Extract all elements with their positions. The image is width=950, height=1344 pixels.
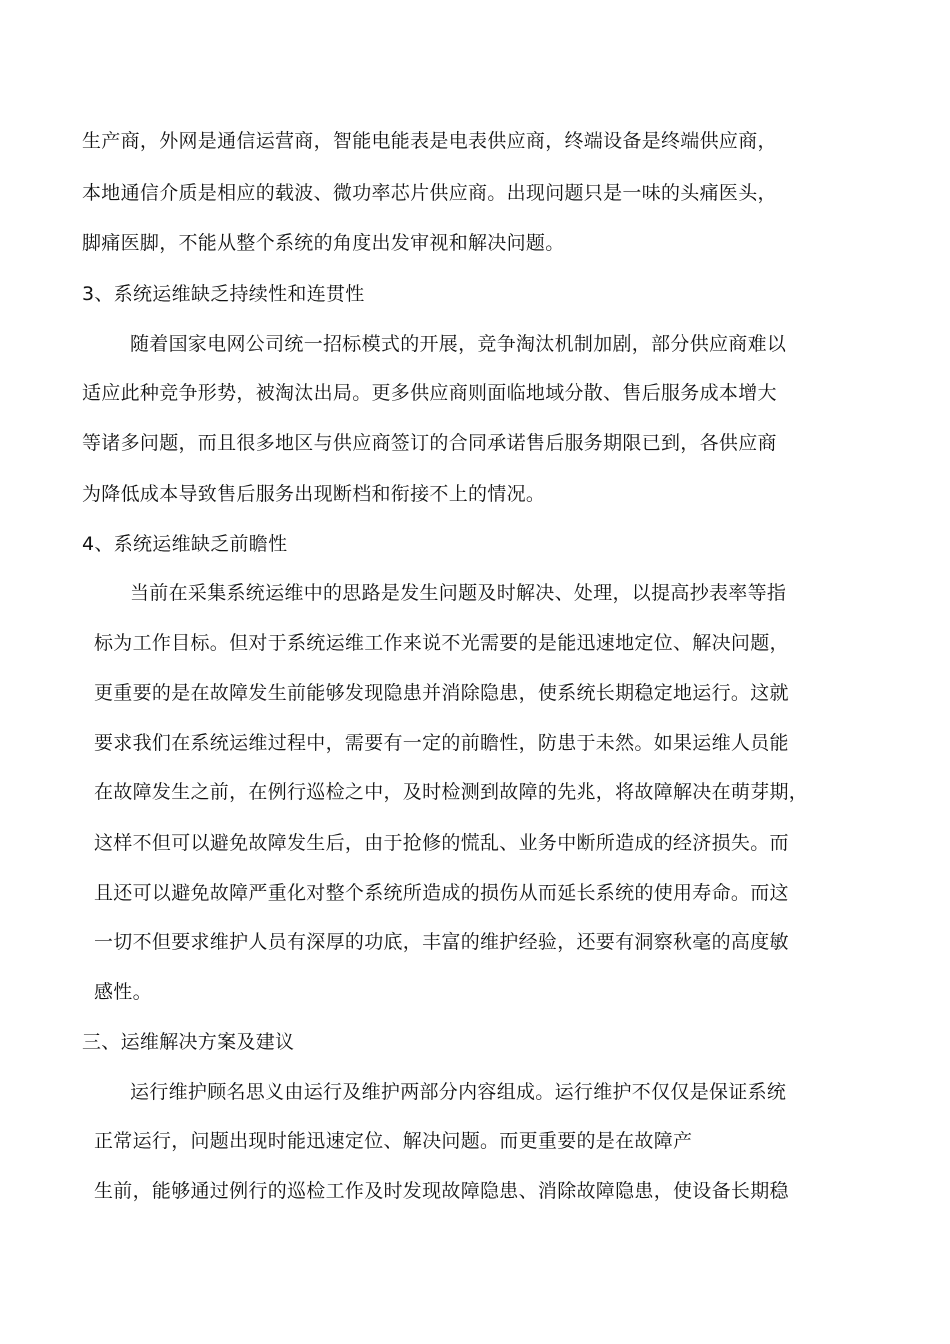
text-line: 感性。 bbox=[94, 981, 152, 1003]
text-line: 要求我们在系统运维过程中，需要有一定的前瞻性，防患于未然。如果运维人员能 bbox=[94, 732, 789, 754]
section-heading: 3、系统运维缺乏持续性和连贯性 bbox=[82, 283, 365, 305]
text-line: 运行维护顾名思义由运行及维护两部分内容组成。运行维护不仅仅是保证系统 bbox=[130, 1081, 787, 1103]
text-line: 等诸多问题，而且很多地区与供应商签订的合同承诺售后服务期限已到，各供应商 bbox=[82, 432, 777, 454]
text-line: 随着国家电网公司统一招标模式的开展，竞争淘汰机制加剧，部分供应商难以 bbox=[130, 333, 787, 355]
text-line: 标为工作目标。但对于系统运维工作来说不光需要的是能迅速地定位、解决问题， bbox=[94, 632, 789, 654]
text-line: 这样不但可以避免故障发生后，由于抢修的慌乱、业务中断所造成的经济损失。而 bbox=[94, 832, 789, 854]
text-line: 正常运行，问题出现时能迅速定位、解决问题。而更重要的是在故障产 bbox=[94, 1130, 693, 1152]
text-line: 更重要的是在故障发生前能够发现隐患并消除隐患，使系统长期稳定地运行。这就 bbox=[94, 682, 789, 704]
text-line: 本地通信介质是相应的载波、微功率芯片供应商。出现问题只是一味的头痛医头， bbox=[82, 182, 777, 204]
section-heading: 三、运维解决方案及建议 bbox=[82, 1031, 295, 1053]
text-line: 一切不但要求维护人员有深厚的功底，丰富的维护经验，还要有洞察秋毫的高度敏 bbox=[94, 931, 789, 953]
text-line: 当前在采集系统运维中的思路是发生问题及时解决、处理，以提高抄表率等指 bbox=[130, 582, 787, 604]
text-line: 适应此种竞争形势，被淘汰出局。更多供应商则面临地域分散、售后服务成本增大 bbox=[82, 382, 777, 404]
text-line: 且还可以避免故障严重化对整个系统所造成的损伤从而延长系统的使用寿命。而这 bbox=[94, 882, 789, 904]
text-line: 在故障发生之前，在例行巡检之中，及时检测到故障的先兆，将故障解决在萌芽期， bbox=[94, 781, 809, 803]
text-line: 生前，能够通过例行的巡检工作及时发现故障隐患、消除故障隐患，使设备长期稳 bbox=[94, 1180, 789, 1202]
text-line: 生产商，外网是通信运营商，智能电能表是电表供应商，终端设备是终端供应商， bbox=[82, 130, 777, 152]
section-heading: 4、系统运维缺乏前瞻性 bbox=[82, 533, 288, 555]
text-line: 为降低成本导致售后服务出现断档和衔接不上的情况。 bbox=[82, 483, 546, 505]
text-line: 脚痛医脚，不能从整个系统的角度出发审视和解决问题。 bbox=[82, 232, 565, 254]
